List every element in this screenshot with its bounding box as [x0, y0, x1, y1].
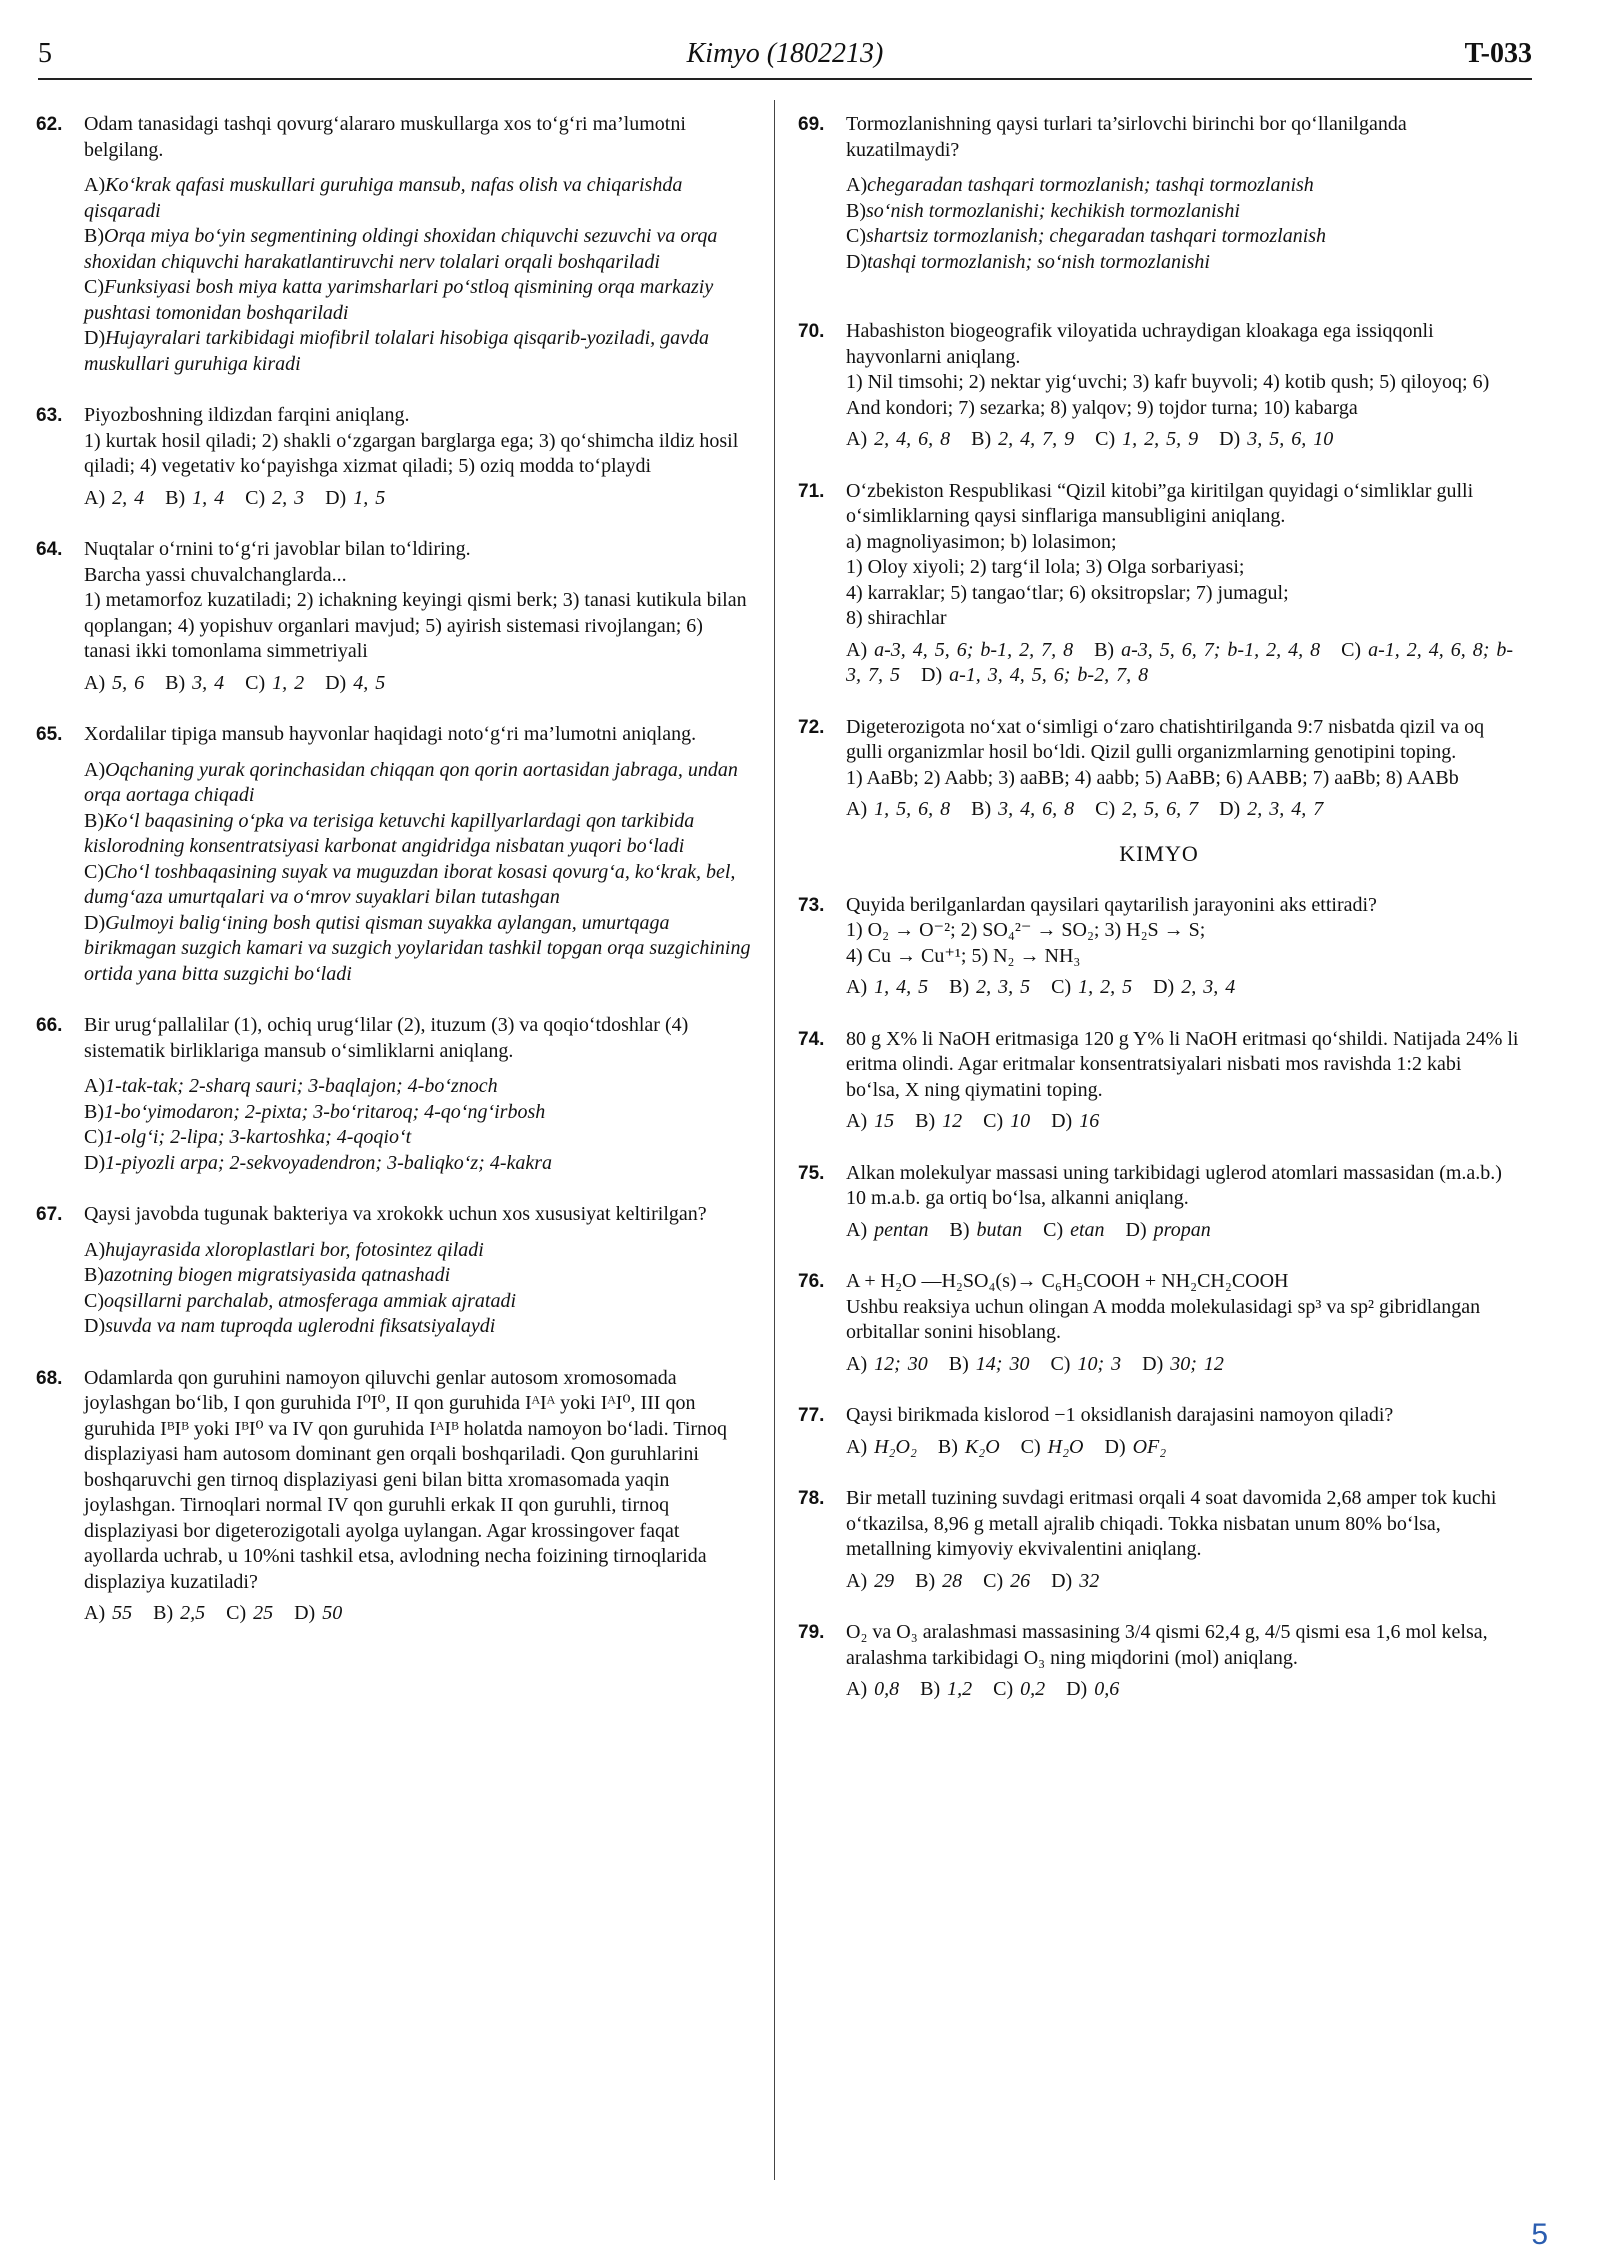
answer-options: [846, 1352, 1520, 1378]
option-text: 0,2: [1020, 1678, 1046, 1700]
option-text: suvda va nam tuproqda uglerodni fiksatsiyalaydi: [105, 1315, 496, 1337]
answer-option: [84, 1314, 752, 1340]
question: [36, 1366, 752, 1627]
option-text: 1-olg‘i; 2-lipa; 3-kartoshka; 4-qoqio‘t: [104, 1126, 412, 1148]
option-text: 4, 5: [353, 671, 386, 694]
question: [798, 1403, 1520, 1460]
option-text: Orqa miya bo‘yin segmentining oldingi shoxidan chiquvchi sezuvchi va orqa shoxidan chiquvchi harakatlantiruvchi nerv tolalari orqali boshqariladi: [84, 225, 718, 273]
answer-option: [84, 860, 752, 911]
option-letter: D): [1104, 1435, 1133, 1458]
option-letter: A): [84, 1238, 106, 1261]
option-letter: C): [1095, 798, 1123, 820]
option-letter: B): [971, 798, 999, 820]
answer-option: [84, 1151, 752, 1177]
question-text: O₂ va O₃ aralashmasi massasining 3/4 qismi 62,4 g, 4/5 qismi esa 1,6 mol kelsa, aralashma tarkibidagi O₃ ning miqdorini (mol) aniqlang.: [846, 1621, 1488, 1669]
option-text: H₂O: [1047, 1435, 1084, 1458]
answer-options: [84, 1601, 752, 1627]
question-text: Odamlarda qon guruhini namoyon qiluvchi genlar autosom xromosomada joylashgan bo‘lib, I qon guruhida I⁰I⁰, II qon guruhida IᴬIᴬ yoki IᴬI⁰, III qon guruhida IᴮIᴮ yoki IᴮI⁰ va IV qon guruhida IᴬIᴮ holatda namoyon bo‘ladi. Tirnoq displaziyasi ham autosom dominant gen orqali boshqariladi. Qon guruhlarini boshqaruvchi gen tirnoq displaziyasi geni bilan bitta xromasomada yaqin joylashgan. Tirnoqlari normal IV qon guruhli erkak II qon guruhli, tirnoq displaziyasi bor digeterozigotali ayolga uylangan. Agar krossingover faqat ayollarda uchrab, u 10%ni tashkil etsa, avlodning necha foizining tirnoqlarida displaziya kuzatiladi?: [84, 1366, 728, 1593]
option-letter: D): [84, 1151, 106, 1174]
option-text: 50: [322, 1602, 343, 1624]
question-number: 70.: [798, 321, 825, 342]
question-number: 76.: [798, 1271, 825, 1292]
question-text: Habashiston biogeografik viloyatida uchraydigan kloakaga ega issiqqonli hayvonlarni aniqlang. 1) Nil timsohi; 2) nektar yig‘uvchi; 3) kafr buyvoli; 4) kotib qush; 5) qiloyoq; 6) And kondori; 7) sezarka; 8) yalqov; 9) tojdor turna; 10) kabarga: [846, 320, 1490, 419]
option-letter: A): [846, 638, 875, 661]
option-letter: B): [84, 225, 104, 247]
page-number: 5: [38, 38, 52, 69]
option-letter: A): [84, 1602, 113, 1624]
option-text: a-3, 4, 5, 6; b-1, 2, 7, 8: [874, 638, 1074, 661]
option-letter: A): [846, 976, 875, 998]
option-letter: C): [1050, 1352, 1078, 1375]
option-text: a-1, 2, 4, 6, 8; b-3, 7, 5: [846, 638, 1514, 686]
option-letter: C): [226, 1602, 254, 1624]
answer-options: [846, 1218, 1520, 1244]
question-number: 77.: [798, 1405, 825, 1426]
option-text: so‘nish tormozlanishi; kechikish tormozlanishi: [866, 199, 1240, 222]
left-column: [36, 112, 752, 1627]
question-number: 75.: [798, 1162, 825, 1184]
option-text: 26: [1010, 1569, 1031, 1592]
option-text: 30; 12: [1170, 1352, 1224, 1375]
option-letter: D): [84, 911, 106, 934]
question: [798, 1269, 1520, 1377]
option-letter: A): [846, 1569, 875, 1592]
option-letter: B): [165, 671, 193, 694]
option-letter: A): [84, 1075, 106, 1097]
option-letter: B): [937, 1435, 965, 1458]
option-letter: C): [245, 486, 273, 509]
option-letter: A): [84, 758, 106, 781]
answer-options: [84, 758, 752, 988]
question: [798, 479, 1520, 689]
option-letter: B): [84, 1264, 104, 1286]
question-text: A + H₂O —H₂SO₄(s)→ C₆H₅COOH + NH₂CH₂COOH Ushbu reaksiya uchun olingan A modda molekulasidagi sp³ va sp² gibridlangan orbitallar sonini hisoblang.: [846, 1270, 1481, 1343]
option-letter: C): [1095, 428, 1123, 450]
option-letter: A): [84, 486, 113, 509]
option-text: 12: [942, 1110, 963, 1132]
question-number: 69.: [798, 114, 825, 135]
option-text: etan: [1070, 1218, 1105, 1241]
option-letter: C): [1051, 976, 1079, 998]
question: [36, 403, 752, 511]
option-letter: A): [846, 174, 868, 196]
option-text: 3, 4, 6, 8: [998, 798, 1075, 820]
answer-option: [84, 1238, 752, 1264]
option-letter: B): [1094, 638, 1122, 661]
answer-options: [846, 1569, 1520, 1595]
option-letter: D): [1219, 798, 1248, 820]
question-text: 80 g X% li NaOH eritmasiga 120 g Y% li NaOH eritmasi qo‘shildi. Natijada 24% li eritma olindi. Agar eritmalar konsentratsiyalari nisbati mos ravishda 1:2 kabi bo‘lsa, X ning qiymatini toping.: [846, 1027, 1519, 1101]
option-text: Funksiyasi bosh miya katta yarimsharlari po‘stloq qismining orqa markaziy pushtasi tomonidan boshqariladi: [84, 276, 714, 324]
option-text: 1, 2, 5: [1078, 976, 1133, 998]
option-text: butan: [976, 1218, 1023, 1241]
option-letter: C): [84, 276, 104, 298]
option-text: Ko‘l baqasining o‘pka va terisiga ketuvchi kapillyarlardagi qon tarkibida kislorodning konsentratsiyasi karbonat angidridga nisbatan yuqori bo‘ladi: [84, 809, 695, 857]
option-text: 2, 4, 6, 8: [874, 428, 951, 450]
option-letter: A): [846, 1110, 875, 1132]
option-text: 5, 6: [112, 671, 145, 694]
option-text: 2, 4: [112, 486, 145, 509]
option-text: 28: [942, 1569, 963, 1592]
option-letter: A): [846, 798, 875, 820]
question-number: 71.: [798, 480, 825, 502]
answer-option: [84, 1100, 752, 1126]
question-text: Nuqtalar o‘rnini to‘g‘ri javoblar bilan to‘ldiring. Barcha yassi chuvalchanglarda... 1) metamorfoz kuzatiladi; 2) ichakning keyingi qismi berk; 3) tanasi kutikula bilan qoplangan; 4) yopishuv organlari mavjud; 5) ayirish sistemasi rivojlangan; 6) tanasi ikki tomonlama simmetriyali: [84, 538, 747, 662]
option-text: 2, 4, 7, 9: [998, 428, 1075, 450]
corner-page-number: 5: [1531, 2218, 1548, 2251]
option-text: 2, 3, 4: [1181, 976, 1236, 998]
answer-option: [84, 224, 752, 275]
option-text: 2, 3, 5: [976, 976, 1031, 998]
option-text: 1, 2: [272, 671, 305, 694]
question-text: Alkan molekulyar massasi uning tarkibidagi uglerod atomlari massasidan (m.a.b.) 10 m.a.b. ga ortiq bo‘lsa, alkanni aniqlang.: [846, 1161, 1502, 1209]
question-number: 79.: [798, 1622, 825, 1643]
option-text: 1, 4: [192, 486, 225, 509]
option-letter: B): [153, 1602, 181, 1624]
option-text: OF₂: [1132, 1435, 1167, 1458]
question-number: 73.: [798, 894, 825, 916]
answer-options: [846, 797, 1520, 823]
answer-option: [846, 199, 1520, 225]
question: [36, 722, 752, 987]
answer-option: [84, 173, 752, 224]
option-letter: B): [846, 199, 866, 222]
option-text: 1-tak-tak; 2-sharq sauri; 3-baqlajon; 4-bo‘znoch: [105, 1075, 498, 1097]
option-letter: B): [971, 428, 999, 450]
option-text: a-3, 5, 6, 7; b-1, 2, 4, 8: [1121, 638, 1321, 661]
option-letter: A): [846, 1435, 875, 1458]
option-text: 3, 4: [192, 671, 225, 694]
option-letter: D): [1125, 1218, 1154, 1241]
option-letter: B): [915, 1110, 943, 1132]
question-number: 65.: [36, 724, 63, 745]
option-text: shartsiz tormozlanish; chegaradan tashqari tormozlanish: [866, 225, 1327, 247]
option-text: 12; 30: [874, 1352, 928, 1375]
question: [798, 1620, 1520, 1703]
question-number: 78.: [798, 1488, 825, 1509]
section-title: KIMYO: [1119, 840, 1199, 866]
question-text: Qaysi javobda tugunak bakteriya va xrokokk uchun xos xususiyat keltirilgan?: [84, 1203, 707, 1225]
option-letter: A): [84, 671, 113, 694]
question-text: Tormozlanishning qaysi turlari ta’sirlovchi birinchi bor qo‘llanilganda kuzatilmaydi?: [846, 113, 1407, 161]
option-text: 3, 5, 6, 10: [1247, 428, 1334, 450]
option-text: propan: [1153, 1218, 1211, 1241]
option-letter: C): [983, 1110, 1011, 1132]
answer-options: [846, 427, 1520, 453]
question-number: 67.: [36, 1204, 63, 1225]
option-letter: D): [294, 1602, 323, 1624]
option-letter: C): [245, 671, 273, 694]
option-text: 2, 5, 6, 7: [1122, 798, 1199, 820]
question-text: Digeterozigota no‘xat o‘simligi o‘zaro chatishtirilganda 9:7 nisbatda qizil va oq gulli organizmlar hosil bo‘ldi. Qizil gulli organizmlarning genotipini toping. 1) AaBb; 2) Aabb; 3) aaBB; 4) aabb; 5) AaBB; 6) AABB; 7) aaBb; 8) AABb: [846, 715, 1485, 789]
option-letter: C): [84, 1126, 104, 1148]
option-letter: B): [84, 1100, 104, 1123]
question: [798, 112, 1520, 275]
column-divider: [774, 100, 775, 2180]
option-text: 1, 2, 5, 9: [1122, 428, 1199, 450]
option-text: a-1, 3, 4, 5, 6; b-2, 7, 8: [949, 664, 1149, 686]
option-letter: B): [84, 809, 104, 832]
question-number: 63.: [36, 405, 63, 426]
question-text: Bir metall tuzining suvdagi eritmasi orqali 4 soat davomida 2,68 amper tok kuchi o‘tkazilsa, 8,96 g metall ajralib chiqadi. Tokka nisbatan unum 80% bo‘lsa, metallning kimyoviy ekvivalentini aniqlang.: [846, 1487, 1497, 1560]
option-letter: C): [1043, 1218, 1071, 1241]
option-text: 1, 4, 5: [874, 976, 929, 998]
option-text: 1, 5, 6, 8: [874, 798, 951, 820]
option-text: tashqi tormozlanish; so‘nish tormozlanishi: [867, 250, 1210, 273]
option-text: 0,8: [874, 1678, 900, 1700]
question-text: O‘zbekiston Respublikasi “Qizil kitobi”ga kiritilgan quyidagi o‘simliklar gulli o‘simliklarning qaysi sinflariga mansubligini aniqlang. a) magnoliyasimon; b) lolasimon; 1) Oloy xiyoli; 2) targ‘il lola; 3) Olga sorbariyasi; 4) karraklar; 5) tangao‘tlar; 6) oksitropslar; 7) jumagul; 8) shirachlar: [846, 479, 1474, 629]
option-text: 25: [253, 1602, 274, 1624]
answer-options: [84, 671, 752, 697]
option-text: K₂O: [964, 1435, 1000, 1458]
option-letter: A): [846, 1218, 875, 1241]
exam-title: Kimyo (1802213): [686, 38, 884, 69]
option-letter: A): [846, 428, 875, 450]
option-letter: D): [1142, 1352, 1171, 1375]
option-text: pentan: [874, 1218, 929, 1241]
option-letter: C): [1341, 638, 1369, 661]
option-text: 1-piyozli arpa; 2-sekvoyadendron; 3-baliqko‘z; 4-kakra: [105, 1151, 553, 1174]
option-letter: D): [1066, 1678, 1095, 1700]
option-letter: B): [949, 1218, 977, 1241]
answer-option: [84, 911, 752, 988]
question: [798, 319, 1520, 453]
question: [798, 1161, 1520, 1244]
question: [798, 1027, 1520, 1135]
answer-options: [846, 1435, 1520, 1461]
answer-option: [84, 1074, 752, 1100]
question: [36, 1013, 752, 1176]
option-letter: A): [84, 174, 106, 196]
question-text: Quyida berilganlardan qaysilari qaytarilish jarayonini aks ettiradi? 1) O₂ → O⁻²; 2) SO₄²⁻ → SO₂; 3) H₂S → S; 4) Cu → Cu⁺¹; 5) N₂ → NH₃: [846, 893, 1377, 967]
option-text: 1,2: [947, 1678, 973, 1700]
option-text: 10: [1010, 1110, 1031, 1132]
option-text: 1-bo‘yimodaron; 2-pixta; 3-bo‘ritaroq; 4-qo‘ng‘irbosh: [104, 1100, 546, 1123]
question-text: Odam tanasidagi tashqi qovurg‘alararo muskullarga xos to‘g‘ri ma’lumotni belgilang.: [84, 113, 686, 161]
option-text: 32: [1079, 1569, 1100, 1592]
option-text: 1, 5: [353, 486, 386, 509]
option-letter: B): [165, 486, 193, 509]
option-text: Cho‘l toshbaqasining suyak va muguzdan iborat kosasi qovurg‘a, ko‘krak, bel, dumg‘aza umurtqalari va o‘mrov suyaklari bilan tutashgan: [84, 860, 736, 908]
option-text: 10; 3: [1077, 1352, 1122, 1375]
option-letter: D): [325, 486, 354, 509]
option-letter: D): [921, 664, 950, 686]
option-letter: A): [846, 1678, 875, 1700]
answer-option: [84, 1263, 752, 1289]
option-letter: D): [1219, 428, 1248, 450]
question: [798, 715, 1520, 823]
option-text: Hujayralari tarkibidagi miofibril tolalari hisobiga qisqarib-yoziladi, gavda muskullari guruhiga kiradi: [84, 327, 710, 375]
option-text: 15: [874, 1110, 895, 1132]
option-letter: D): [84, 1315, 106, 1337]
option-letter: B): [948, 1352, 976, 1375]
option-letter: D): [846, 250, 868, 273]
option-letter: C): [983, 1569, 1011, 1592]
question: [36, 1202, 752, 1340]
option-letter: C): [846, 225, 866, 247]
question: [36, 112, 752, 377]
question-number: 66.: [36, 1015, 63, 1036]
question-number: 72.: [798, 716, 825, 738]
right-column: [798, 112, 1520, 1703]
option-letter: D): [1051, 1110, 1080, 1132]
option-letter: D): [325, 671, 354, 694]
answer-option: [846, 224, 1520, 250]
test-code: T-033: [1464, 38, 1532, 69]
question-text: Bir urug‘pallalilar (1), ochiq urug‘lilar (2), ituzum (3) va qoqio‘tdoshlar (4) sistematik birliklariga mansub o‘simliklarni aniqlang.: [84, 1014, 689, 1062]
answer-options: [846, 173, 1520, 275]
option-letter: D): [1153, 976, 1182, 998]
question-text: Qaysi birikmada kislorod −1 oksidlanish darajasini namoyon qiladi?: [846, 1404, 1394, 1426]
option-text: 14; 30: [975, 1352, 1030, 1375]
option-letter: B): [949, 976, 977, 998]
option-text: 16: [1079, 1110, 1100, 1132]
answer-option: [84, 809, 752, 860]
option-text: 29: [874, 1569, 895, 1592]
option-text: 2,5: [180, 1602, 206, 1624]
answer-options: [846, 1677, 1520, 1703]
answer-option: [84, 275, 752, 326]
answer-option: [84, 1125, 752, 1151]
question-number: 68.: [36, 1367, 63, 1389]
question-number: 62.: [36, 114, 63, 135]
option-text: hujayrasida xloroplastlari bor, fotosintez qiladi: [105, 1238, 484, 1261]
option-text: H₂O₂: [874, 1435, 917, 1458]
question-text: Xordalilar tipiga mansub hayvonlar haqidagi noto‘g‘ri ma’lumotni aniqlang.: [84, 723, 697, 745]
answer-option: [846, 173, 1520, 199]
option-letter: C): [1020, 1435, 1048, 1458]
answer-options: [846, 1109, 1520, 1135]
answer-option: [84, 758, 752, 809]
question: [798, 893, 1520, 1001]
answer-option: [84, 1289, 752, 1315]
option-text: Oqchaning yurak qorinchasidan chiqqan qon qorin aortasidan jabraga, undan orqa aortaga chiqadi: [84, 758, 738, 806]
option-text: 55: [112, 1602, 133, 1624]
answer-options: [846, 638, 1520, 689]
option-letter: B): [920, 1678, 948, 1700]
option-text: 2, 3, 4, 7: [1247, 798, 1324, 820]
option-text: 0,6: [1094, 1678, 1120, 1700]
page-header: [38, 34, 1532, 80]
question-number: 74.: [798, 1028, 825, 1050]
answer-options: [84, 1074, 752, 1176]
option-text: chegaradan tashqari tormozlanish; tashqi tormozlanish: [867, 174, 1314, 196]
option-text: azotning biogen migratsiyasida qatnashadi: [104, 1264, 451, 1286]
option-letter: C): [84, 1289, 104, 1312]
option-letter: A): [846, 1352, 875, 1375]
option-letter: D): [1051, 1569, 1080, 1592]
answer-options: [846, 975, 1520, 1001]
question: [36, 537, 752, 696]
option-letter: B): [915, 1569, 943, 1592]
option-letter: D): [84, 327, 106, 349]
answer-option: [846, 250, 1520, 276]
answer-options: [84, 173, 752, 377]
option-letter: C): [993, 1678, 1021, 1700]
answer-option: [84, 326, 752, 377]
question: [798, 1486, 1520, 1594]
option-text: oqsillarni parchalab, atmosferaga ammiak ajratadi: [104, 1289, 517, 1312]
answer-options: [84, 1238, 752, 1340]
question-number: 64.: [36, 539, 63, 560]
option-text: 2, 3: [272, 486, 305, 509]
question-text: Piyozboshning ildizdan farqini aniqlang. 1) kurtak hosil qiladi; 2) shakli o‘zgargan barglarga ega; 3) qo‘shimcha ildiz hosil qiladi; 4) vegetativ ko‘payishga xizmat qiladi; 5) oziq modda to‘playdi: [84, 404, 739, 477]
option-text: Gulmoyi balig‘ining bosh qutisi qisman suyakka aylangan, umurtqaga birikmagan suzgich kamari va suzgich yoylaridan tashkil topgan orqa suzgichining ortida yana bitta suzgichi bo‘ladi: [84, 911, 751, 985]
answer-options: [84, 486, 752, 512]
option-text: Ko‘krak qafasi muskullari guruhiga mansub, nafas olish va chiqarishda qisqaradi: [84, 174, 683, 222]
option-letter: C): [84, 860, 104, 883]
